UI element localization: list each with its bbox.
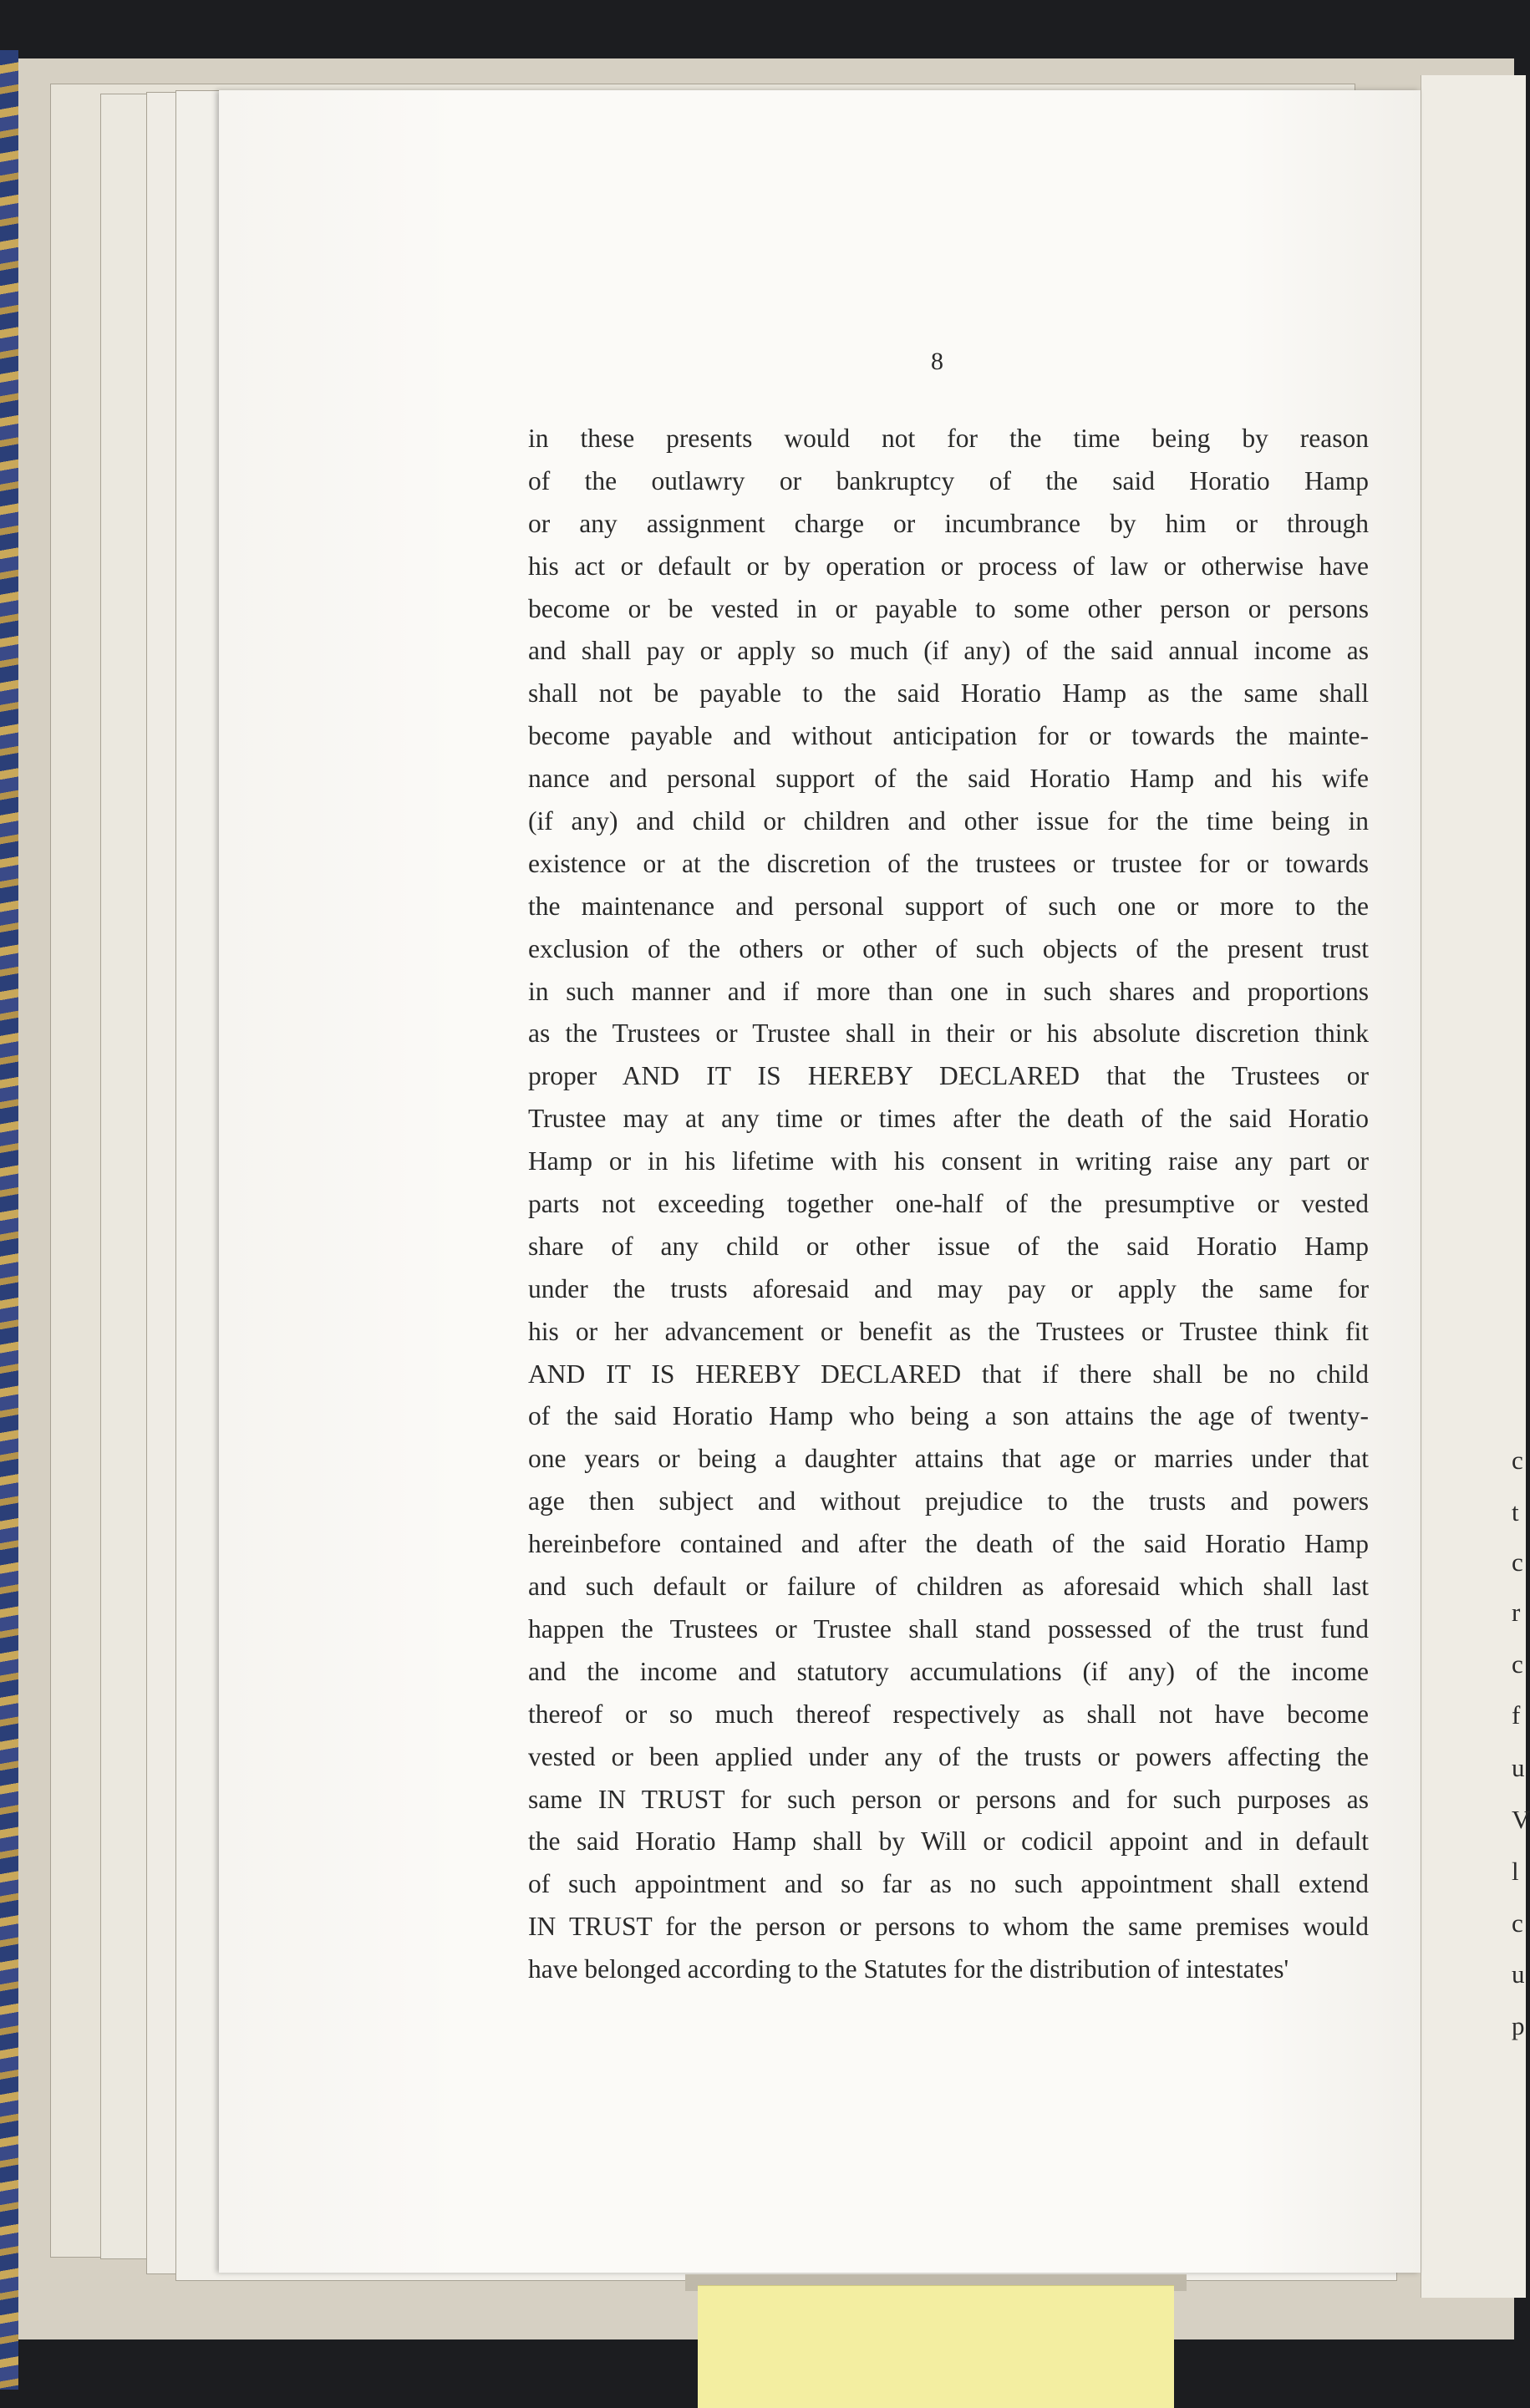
- text-line: thereof or so much thereof respectively as shall not have become: [528, 1699, 1369, 1729]
- text-line: proper AND IT IS HEREBY DECLARED that the Trustees or: [528, 1061, 1369, 1091]
- text-line: and the income and statutory accumulations (if any) of the income: [528, 1656, 1369, 1686]
- text-line: Trustee may at any time or times after the death of the said Horatio: [528, 1104, 1369, 1134]
- text-line: one years or being a daughter attains that age or marries under that: [528, 1444, 1369, 1474]
- text-line: existence or at the discretion of the trustees or trustee for or towards: [528, 848, 1369, 878]
- text-line: and such default or failure of children as aforesaid which shall last: [528, 1572, 1369, 1602]
- text-line: his act or default or by operation or process of law or otherwise have: [528, 551, 1369, 581]
- adjacent-page-letter: c: [1512, 1649, 1523, 1679]
- adjacent-page-letter: l: [1512, 1857, 1519, 1886]
- text-line: in such manner and if more than one in such shares and proportions: [528, 976, 1369, 1006]
- text-line: his or her advancement or benefit as the Trustees or Trustee think fit: [528, 1316, 1369, 1346]
- text-line: the maintenance and personal support of such one or more to the: [528, 891, 1369, 921]
- adjacent-page-letter: p: [1512, 2011, 1525, 2040]
- sticky-note-tab: [698, 2285, 1174, 2408]
- text-line: IN TRUST for the person or persons to whom the same premises would: [528, 1912, 1369, 1942]
- text-line: Hamp or in his lifetime with his consent in writing raise any part or: [528, 1146, 1369, 1176]
- page-number: 8: [931, 348, 943, 375]
- text-line: happen the Trustees or Trustee shall stand possessed of the trust fund: [528, 1613, 1369, 1643]
- text-line: under the trusts aforesaid and may pay or apply the same for: [528, 1273, 1369, 1303]
- text-line: have belonged according to the Statutes for the distribution of intestates': [528, 1954, 1289, 1984]
- text-line: vested or been applied under any of the trusts or powers affecting the: [528, 1741, 1369, 1771]
- adjacent-page-letter: V: [1512, 1805, 1530, 1834]
- body-text: [528, 418, 1369, 1991]
- text-line: share of any child or other issue of the said Horatio Hamp: [528, 1231, 1369, 1261]
- adjacent-page-letter: t: [1512, 1497, 1519, 1527]
- adjacent-page-letter: u: [1512, 1959, 1525, 1989]
- text-line: and shall pay or apply so much (if any) of the said annual income as: [528, 636, 1369, 666]
- text-line: age then subject and without prejudice to the trusts and powers: [528, 1486, 1369, 1516]
- text-line: of the said Horatio Hamp who being a son attains the age of twenty-: [528, 1401, 1369, 1431]
- text-line: become payable and without anticipation for or towards the mainte-: [528, 721, 1369, 751]
- text-line: of such appointment and so far as no such appointment shall extend: [528, 1869, 1369, 1899]
- text-line: nance and personal support of the said Horatio Hamp and his wife: [528, 764, 1369, 794]
- adjacent-page-letter: c: [1512, 1547, 1523, 1577]
- text-line: hereinbefore contained and after the death of the said Horatio Hamp: [528, 1529, 1369, 1559]
- adjacent-page-letter: r: [1512, 1598, 1521, 1627]
- text-line: same IN TRUST for such person or persons and for such purposes as: [528, 1784, 1369, 1814]
- text-line: of the outlawry or bankruptcy of the said Horatio Hamp: [528, 465, 1369, 495]
- text-line: or any assignment charge or incumbrance by him or through: [528, 508, 1369, 538]
- text-line: (if any) and child or children and other issue for the time being in: [528, 806, 1369, 836]
- text-line: exclusion of the others or other of such objects of the present trust: [528, 933, 1369, 963]
- text-line: parts not exceeding together one-half of the presumptive or vested: [528, 1189, 1369, 1219]
- binding-edge: [0, 50, 18, 2390]
- text-line: become or be vested in or payable to some other person or persons: [528, 593, 1369, 623]
- text-line: in these presents would not for the time being by reason: [528, 424, 1369, 453]
- text-line: shall not be payable to the said Horatio Hamp as the same shall: [528, 678, 1369, 709]
- text-line: AND IT IS HEREBY DECLARED that if there shall be no child: [528, 1359, 1369, 1389]
- adjacent-page-letter: u: [1512, 1753, 1525, 1782]
- adjacent-page-letter: c: [1512, 1445, 1523, 1475]
- text-line: the said Horatio Hamp shall by Will or codicil appoint and in default: [528, 1826, 1369, 1857]
- adjacent-page-letter: f: [1512, 1700, 1521, 1730]
- adjacent-page-letter: c: [1512, 1908, 1523, 1938]
- adjacent-page: [1421, 75, 1530, 2298]
- text-line: as the Trustees or Trustee shall in their or his absolute discretion think: [528, 1019, 1369, 1049]
